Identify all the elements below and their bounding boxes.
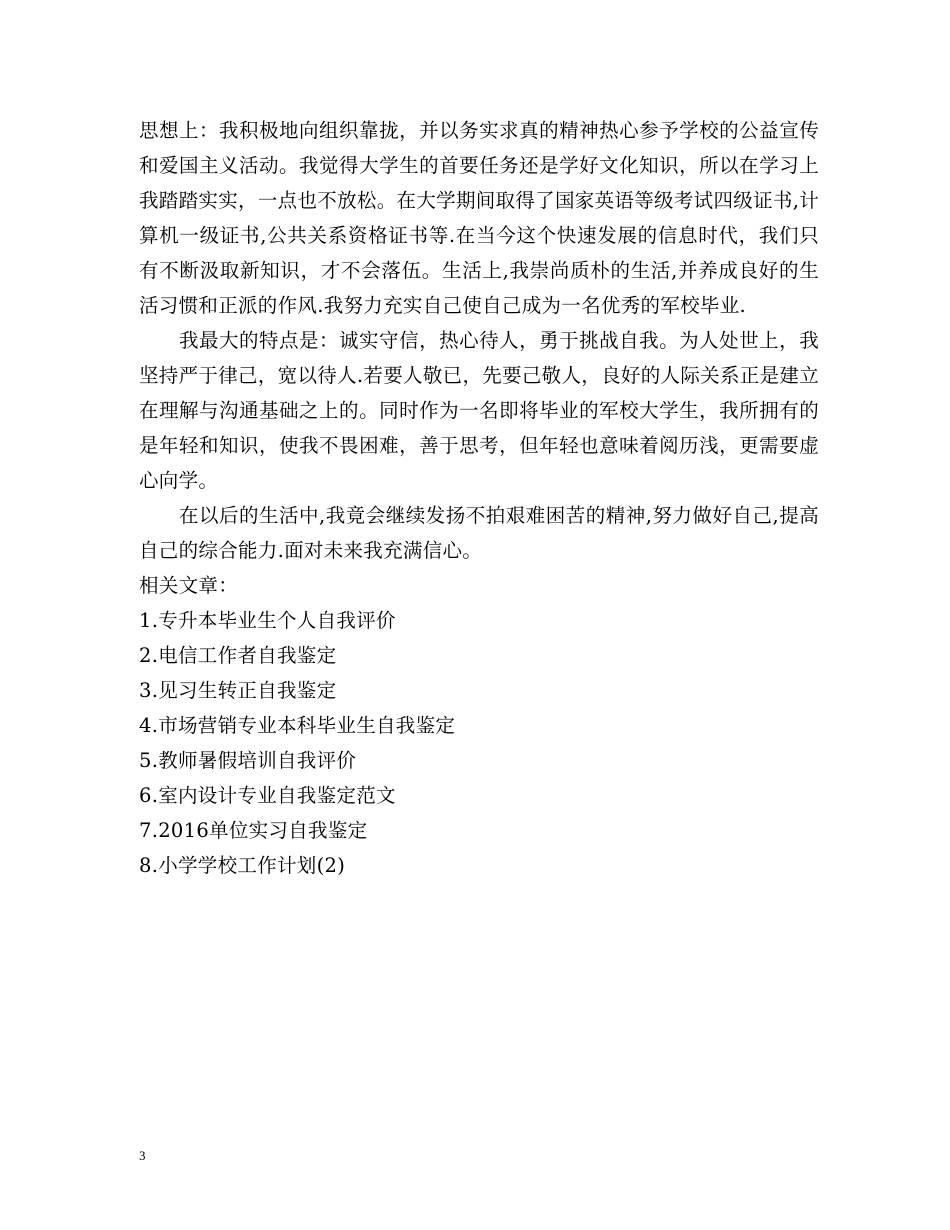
paragraph-thoughts: 思想上：我积极地向组织靠拢，并以务实求真的精神热心参予学校的公益宣传和爱国主义活动。我觉得大学生的首要任务还是学好文化知识，所以在学习上我踏踏实实，一点也不放松。在大学期间取得了国家英语等级考试四级证书,计算机一级证书,公共关系资格证书等.在当今这个快速发展的信息时代，我们只有不断汲取新知识，才不会落伍。生活上,我崇尚质朴的生活,并养成良好的生活习惯和正派的作风.我努力充实自己使自己成为一名优秀的军校毕业. bbox=[139, 119, 819, 317]
related-article-link[interactable]: 3.见习生转正自我鉴定 bbox=[139, 679, 337, 702]
related-articles-list bbox=[139, 603, 819, 883]
related-article-link[interactable]: 1.专升本毕业生个人自我评价 bbox=[139, 609, 396, 632]
related-article-link[interactable]: 2.电信工作者自我鉴定 bbox=[139, 644, 337, 667]
related-article-link[interactable]: 4.市场营销专业本科毕业生自我鉴定 bbox=[139, 714, 456, 737]
related-article-link[interactable]: 5.教师暑假培训自我评价 bbox=[139, 749, 357, 772]
related-heading: 相关文章： bbox=[139, 574, 239, 597]
related-article-link[interactable]: 8.小学学校工作计划(2) bbox=[139, 854, 346, 877]
related-article-link[interactable]: 6.室内设计专业自我鉴定范文 bbox=[139, 784, 396, 807]
related-article-link[interactable]: 7.2016单位实习自我鉴定 bbox=[139, 819, 368, 842]
page-number: 3 bbox=[139, 1148, 146, 1163]
paragraph-traits: 我最大的特点是：诚实守信，热心待人，勇于挑战自我。为人处世上，我坚持严于律己，宽以待人.若要人敬已，先要己敬人，良好的人际关系正是建立在理解与沟通基础之上的。同时作为一名即将毕业的军校大学生，我所拥有的是年轻和知识，使我不畏困难，善于思考，但年轻也意味着阅历浅，更需要虚心向学。 bbox=[139, 329, 819, 492]
paragraph-future: 在以后的生活中,我竟会继续发扬不拍艰难困苦的精神,努力做好自己,提高自己的综合能力.面对未来我充满信心。 bbox=[139, 504, 819, 562]
document-body bbox=[139, 113, 819, 883]
